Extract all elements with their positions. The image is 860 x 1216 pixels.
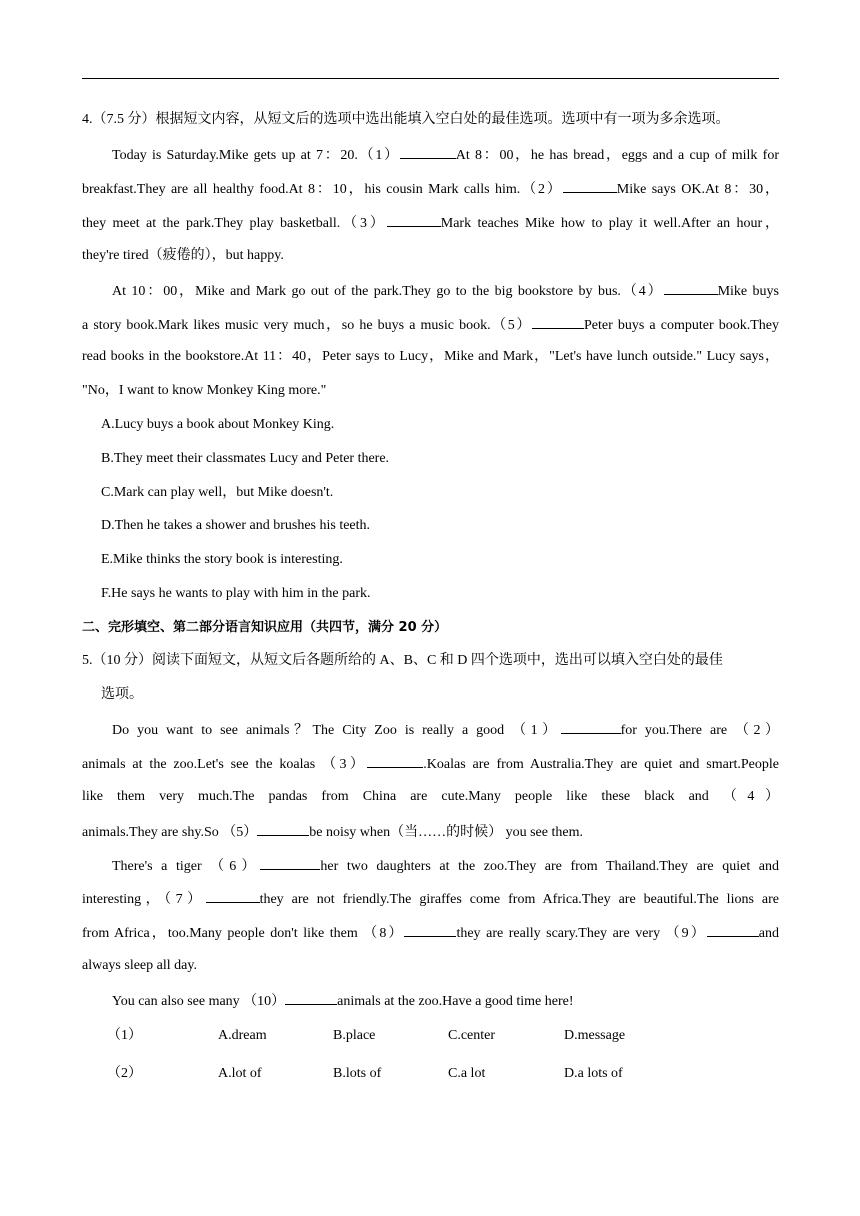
blank-5[interactable] <box>532 315 584 329</box>
q4-instruction: 4.（7.5 分）根据短文内容，从短文后的选项中选出能填入空白处的最佳选项。选项中有一项为多余选项。 <box>82 112 730 127</box>
blank-3[interactable] <box>367 754 423 768</box>
q5-instruction: 5.（10 分）阅读下面短文，从短文后各题所给的 A、B、C 和 D 四个选项中，选出可以填入空白处的最佳 <box>82 653 723 668</box>
choice-c[interactable]: C.a lot <box>448 1066 486 1081</box>
blank-3[interactable] <box>387 213 441 227</box>
q4-passage-line: read books in the bookstore.At 11：40，Peter says to Lucy，Mike and Mark，"Let's have lunch outside." Lucy says， <box>82 349 779 364</box>
q4-passage-line: At 10：00，Mike and Mark go out of the park.They go to the big bookstore by bus.（4） Mike buys <box>82 281 779 301</box>
header-rule <box>82 78 779 79</box>
q5-passage-line: animals.They are shy.So （5） be noisy when（当……的时候） you see them. <box>82 822 779 842</box>
choice-b[interactable]: B.lots of <box>333 1066 382 1081</box>
q5-instruction-cont: 选项。 <box>101 687 143 702</box>
section-heading: 二、完形填空、第二部分语言知识应用（共四节，满分 20 分） <box>82 620 448 635</box>
q5-passage-line: animals at the zoo.Let's see the koalas （3） .Koalas are from Australia.They are quiet and smart.People <box>82 754 779 774</box>
blank-1[interactable] <box>400 145 456 159</box>
q4-option-a: A.Lucy buys a book about Monkey King. <box>101 417 335 432</box>
q4-passage-line: they meet at the park.They play basketball.（3） Mark teaches Mike how to play it well.After an hour， <box>82 213 779 233</box>
q4-passage-line: breakfast.They are all healthy food.At 8：10，his cousin Mark calls him.（2） Mike says OK.At 8：30， <box>82 179 779 199</box>
blank-4[interactable] <box>664 281 718 295</box>
q4-option-f: F.He says he wants to play with him in the park. <box>101 586 371 601</box>
q5-passage-line: like them very much.The pandas from China are cute.Many people like these black and （4） <box>82 789 779 804</box>
q4-option-e: E.Mike thinks the story book is interesting. <box>101 552 343 567</box>
choice-b[interactable]: B.place <box>333 1028 376 1043</box>
q4-option-c: C.Mark can play well，but Mike doesn't. <box>101 485 334 500</box>
q4-passage-line: a story book.Mark likes music very much，so he buys a music book.（5） Peter buys a computer book.They <box>82 315 779 335</box>
choice-d[interactable]: D.a lots of <box>564 1066 623 1081</box>
q4-passage-line: Today is Saturday.Mike gets up at 7：20.（1） At 8：00，he has bread，eggs and a cup of milk for <box>82 145 779 165</box>
q4-option-b: B.They meet their classmates Lucy and Peter there. <box>101 451 390 466</box>
q4-option-d: D.Then he takes a shower and brushes his teeth. <box>101 518 371 533</box>
q4-passage-line: "No，I want to know Monkey King more." <box>82 383 327 398</box>
q5-passage-line: from Africa，too.Many people don't like them （8） they are really scary.They are very （9） and <box>82 923 779 943</box>
blank-7[interactable] <box>206 889 260 903</box>
choice-number: （1） <box>107 1028 142 1043</box>
choice-a[interactable]: A.lot of <box>218 1066 262 1081</box>
q5-passage-line: There's a tiger （6） her two daughters at the zoo.They are from Thailand.They are quiet and <box>82 856 779 876</box>
choice-c[interactable]: C.center <box>448 1028 496 1043</box>
blank-5[interactable] <box>257 822 309 836</box>
q5-passage-line: interesting，（7） they are not friendly.The giraffes come from Africa.They are beautiful.The lions are <box>82 889 779 909</box>
q5-passage-line: always sleep all day. <box>82 958 197 973</box>
blank-6[interactable] <box>260 856 320 870</box>
q4-passage-line: they're tired（疲倦的），but happy. <box>82 248 284 263</box>
blank-1[interactable] <box>561 720 621 734</box>
blank-2[interactable] <box>563 179 617 193</box>
blank-8[interactable] <box>404 923 456 937</box>
choice-d[interactable]: D.message <box>564 1028 626 1043</box>
q5-passage-line: Do you want to see animals？The City Zoo is really a good （1） for you.There are （2） <box>82 720 779 740</box>
choice-a[interactable]: A.dream <box>218 1028 267 1043</box>
blank-10[interactable] <box>285 991 337 1005</box>
choice-number: （2） <box>107 1066 142 1081</box>
q5-passage-line: You can also see many （10） animals at the zoo.Have a good time here! <box>82 991 779 1011</box>
blank-9[interactable] <box>707 923 759 937</box>
